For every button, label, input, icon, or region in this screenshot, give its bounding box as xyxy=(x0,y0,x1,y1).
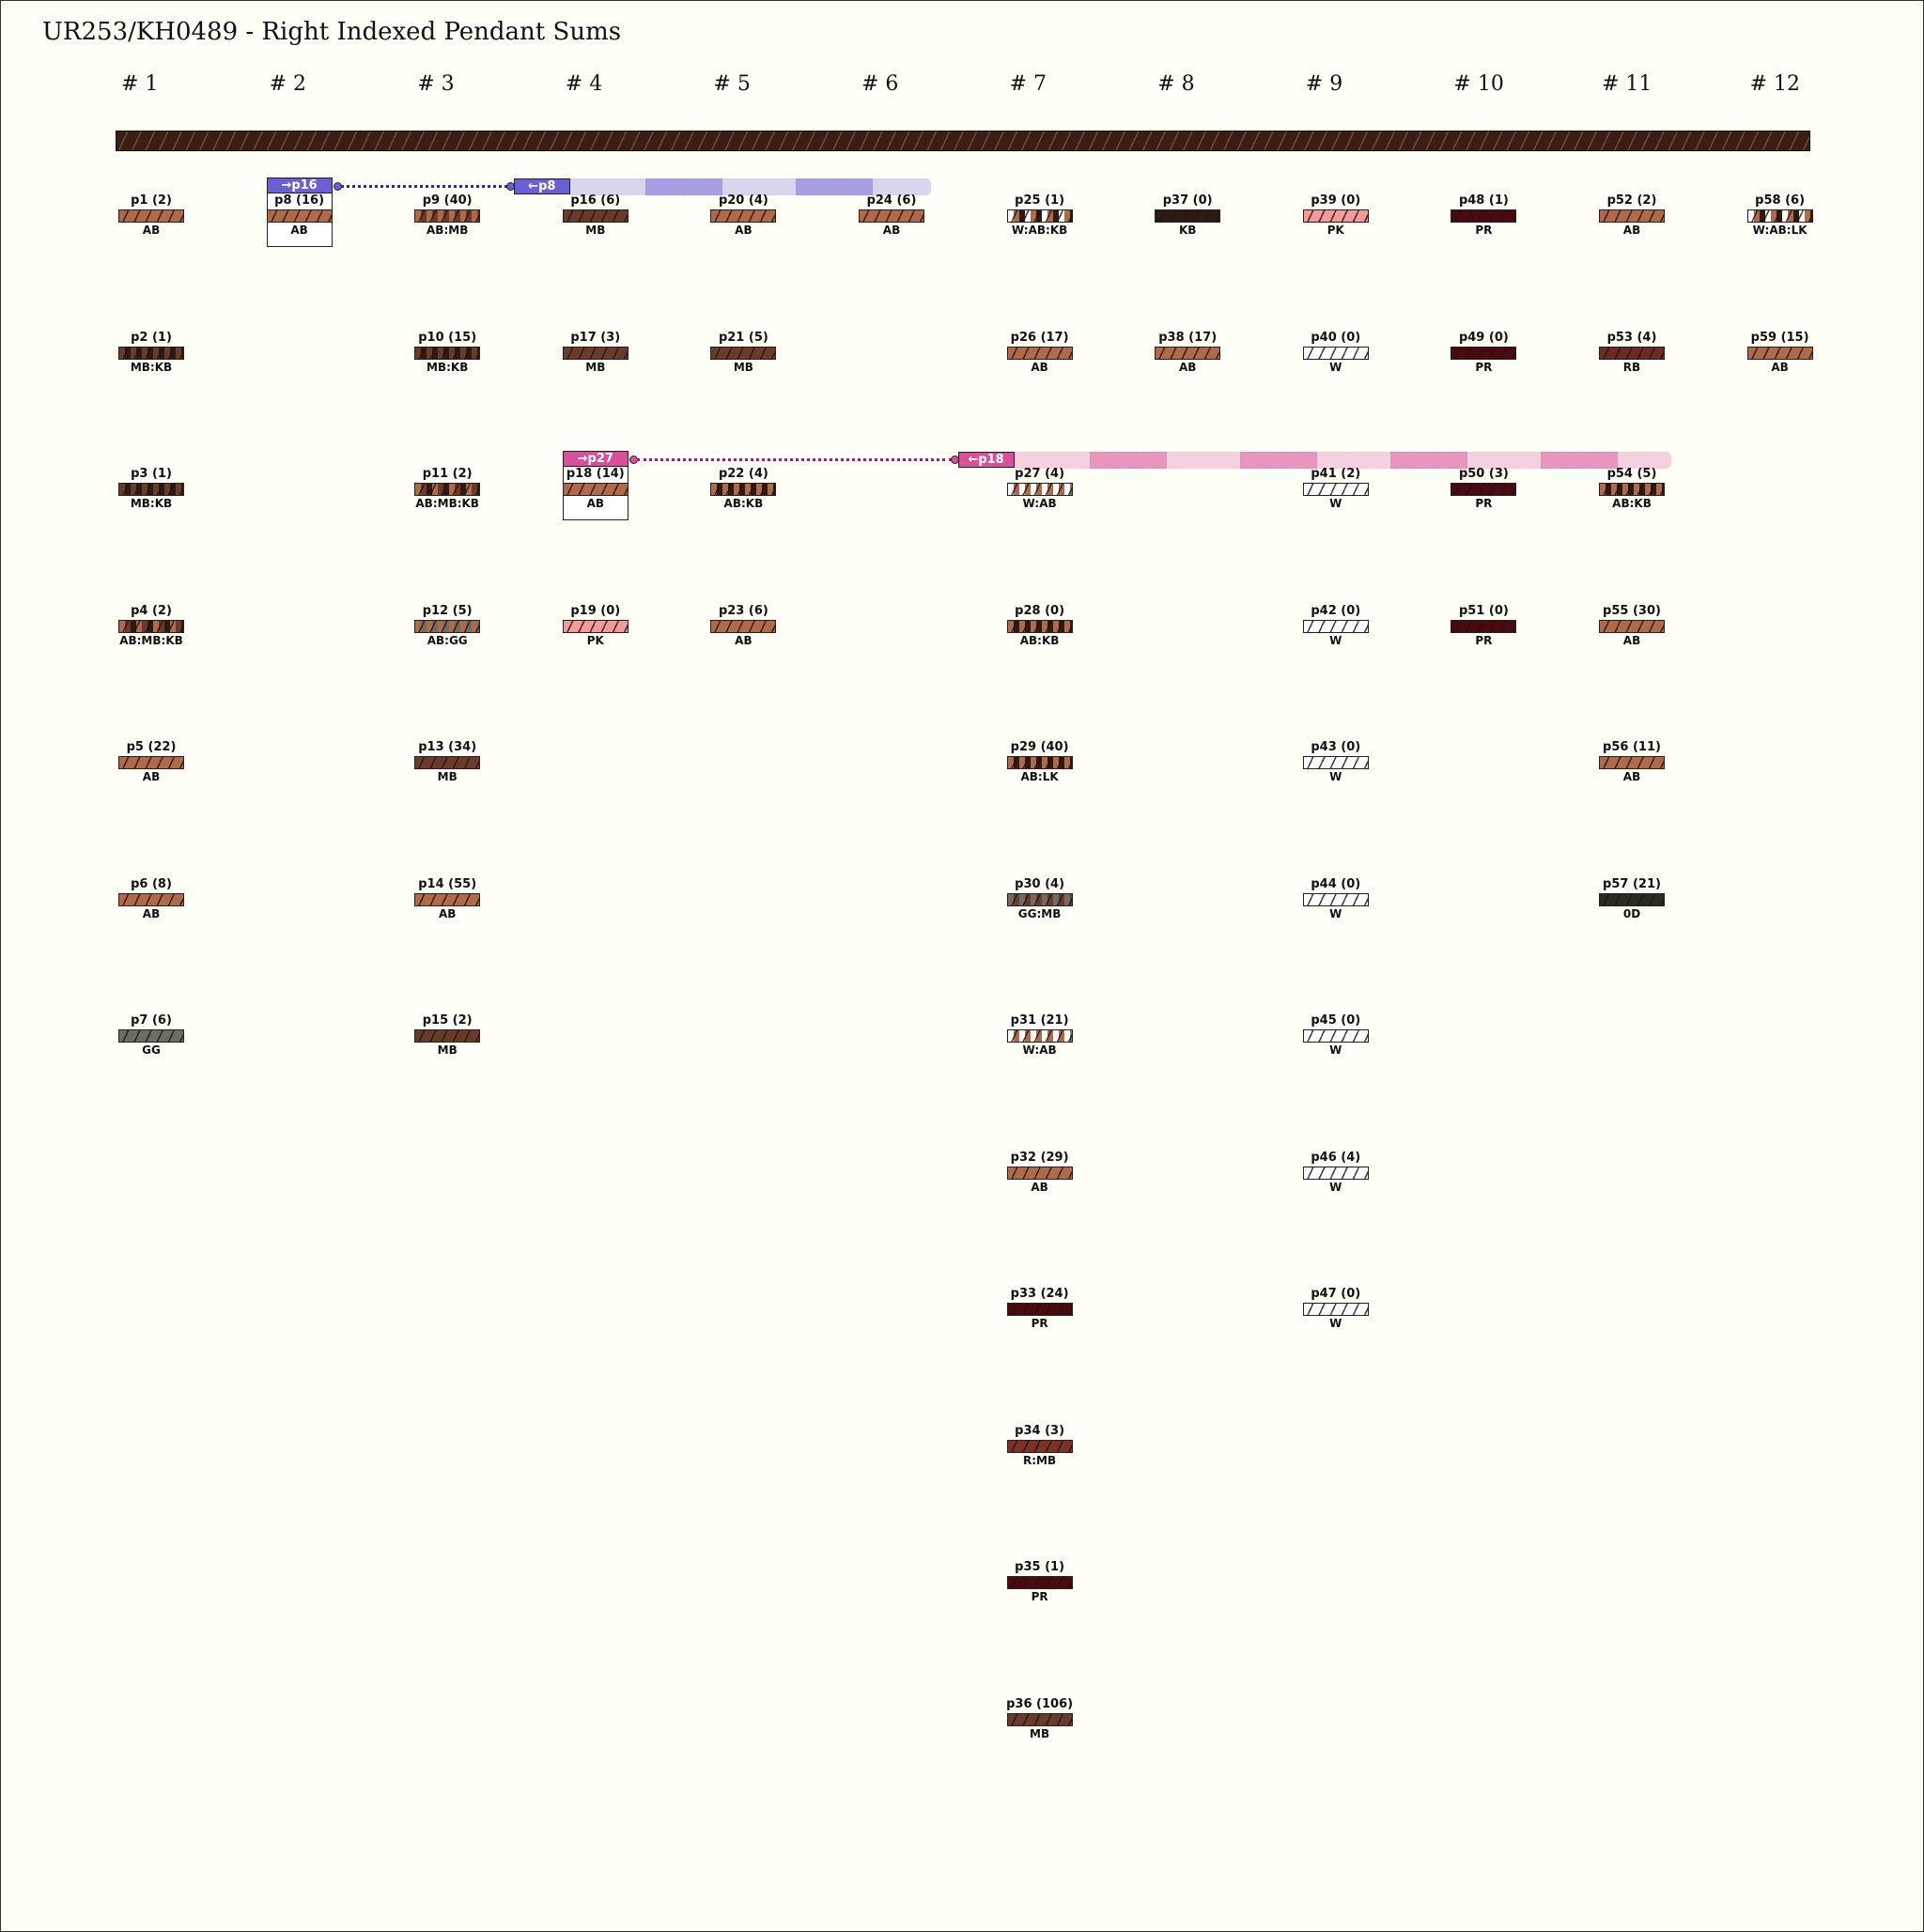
pendant-color-bar xyxy=(1303,483,1369,496)
pendant-label: p47 (0) xyxy=(1311,1287,1361,1301)
pendant-label: p46 (4) xyxy=(1311,1150,1361,1165)
pendant-color-bar xyxy=(1599,756,1665,769)
pendant-color-code: W xyxy=(1329,497,1342,510)
pendant-color-code: PR xyxy=(1475,633,1493,647)
group-header: # 11 xyxy=(1602,72,1652,96)
pendant[interactable] xyxy=(965,740,1115,796)
pendant-label: p39 (0) xyxy=(1311,193,1361,208)
pendant-color-bar xyxy=(414,347,480,360)
pendant-color-bar xyxy=(710,347,776,360)
pendant-label: p28 (0) xyxy=(1015,603,1065,618)
pendant[interactable] xyxy=(1261,604,1411,660)
link-connector xyxy=(341,185,507,188)
pendant-color-code: AB:MB xyxy=(427,224,469,237)
pendant[interactable] xyxy=(1261,740,1411,796)
pendant-color-bar xyxy=(118,756,184,769)
pendant-label: p16 (6) xyxy=(570,193,621,208)
pendant-label: p7 (6) xyxy=(131,1013,172,1028)
pendant-color-code: MB xyxy=(733,360,753,374)
pendant-label: p45 (0) xyxy=(1311,1013,1361,1028)
pendant-label: p3 (1) xyxy=(131,467,172,481)
pendant[interactable] xyxy=(1557,740,1707,796)
pendant-color-bar xyxy=(1303,1303,1369,1316)
pendant-label: p23 (6) xyxy=(718,603,768,618)
link-connector xyxy=(637,458,952,461)
pendant-color-code: AB xyxy=(142,906,161,920)
link-target-tag[interactable]: ←p8 xyxy=(514,178,570,194)
pendant[interactable] xyxy=(520,604,671,660)
pendant-color-code: W:AB:LK xyxy=(1752,224,1808,237)
pendant-color-bar xyxy=(563,347,628,360)
pendant-label: p54 (5) xyxy=(1606,467,1657,481)
pendant-color-code: AB:KB xyxy=(1019,633,1060,647)
page-title: UR253/KH0489 - Right Indexed Pendant Sums xyxy=(42,18,622,46)
pendant-color-bar xyxy=(563,209,628,223)
pendant[interactable] xyxy=(1112,331,1263,387)
pendant-color-bar xyxy=(1599,347,1665,360)
pendant-label: p13 (34) xyxy=(418,740,477,754)
pendant-label: p35 (1) xyxy=(1015,1560,1065,1574)
pendant-color-code: AB xyxy=(735,224,753,237)
pendant[interactable] xyxy=(1705,193,1855,250)
pendant-color-bar xyxy=(1451,347,1516,360)
pendant-color-bar xyxy=(414,1029,480,1043)
pendant-color-bar xyxy=(1599,893,1665,906)
pendant-color-code: PR xyxy=(1475,497,1493,510)
pendant-color-code: AB xyxy=(1622,633,1641,647)
group-header: # 6 xyxy=(861,72,899,96)
pendant-color-code: AB:MB:KB xyxy=(119,633,183,647)
pendant[interactable] xyxy=(76,1013,226,1070)
link-source-tag[interactable]: →p27 xyxy=(563,451,628,467)
pendant-color-code: RB xyxy=(1622,360,1641,374)
pendant-color-code: AB xyxy=(882,224,901,237)
pendant-color-bar xyxy=(118,347,184,360)
pendant[interactable] xyxy=(76,604,226,660)
pendant-color-code: AB xyxy=(1031,1180,1048,1194)
pendant[interactable] xyxy=(520,452,671,523)
pendant-label: p24 (6) xyxy=(866,193,917,208)
pendant-color-code: W xyxy=(1329,906,1342,920)
pendant-label: p17 (3) xyxy=(570,330,621,345)
pendant-color-bar xyxy=(1451,209,1516,223)
pendant-color-code: AB:KB xyxy=(723,497,764,510)
pendant[interactable] xyxy=(965,877,1115,934)
pendant-label: p8 (16) xyxy=(274,193,325,208)
pendant[interactable] xyxy=(965,1151,1115,1207)
pendant[interactable] xyxy=(1408,193,1559,250)
pendant-color-bar xyxy=(1599,209,1665,223)
pendant-color-code: PK xyxy=(586,633,604,647)
pendant[interactable] xyxy=(225,178,375,250)
pendant-label: p19 (0) xyxy=(570,603,621,618)
pendant-color-code: W:AB xyxy=(1022,497,1057,510)
pendant-color-code: W xyxy=(1329,633,1342,647)
pendant[interactable] xyxy=(965,331,1115,387)
pendant-color-bar xyxy=(1303,1167,1369,1180)
pendant[interactable] xyxy=(76,331,226,387)
group-header: # 3 xyxy=(417,72,455,96)
pendant-color-code: AB:LK xyxy=(1020,770,1059,783)
pendant[interactable] xyxy=(816,193,967,250)
pendant-label: p18 (14) xyxy=(566,467,625,481)
pendant-color-bar xyxy=(1007,209,1073,223)
pendant-color-code: GG:MB xyxy=(1017,906,1062,920)
pendant-color-code: AB xyxy=(1771,360,1789,374)
pendant-color-bar xyxy=(414,756,480,769)
group-header: # 4 xyxy=(565,72,603,96)
pendant-color-bar xyxy=(1451,620,1516,633)
pendant-color-bar xyxy=(1747,209,1813,223)
pendant-color-code: W xyxy=(1329,360,1342,374)
pendant-label: p31 (21) xyxy=(1010,1013,1069,1028)
pendant[interactable] xyxy=(1261,1151,1411,1207)
pendant-label: p4 (2) xyxy=(131,603,172,618)
pendant-color-bar xyxy=(1007,756,1073,769)
pendant-color-code: MB xyxy=(585,224,606,237)
pendant-color-bar xyxy=(1007,1713,1073,1726)
pendant-label: p50 (3) xyxy=(1458,467,1509,481)
pendant-color-bar xyxy=(1007,620,1073,633)
pendant-label: p26 (17) xyxy=(1010,330,1069,345)
pendant-color-code: AB xyxy=(1622,224,1641,237)
pendant[interactable] xyxy=(520,331,671,387)
pendant-color-bar xyxy=(1303,1029,1369,1043)
pendant-label: p42 (0) xyxy=(1311,603,1361,618)
pendant-color-code: MB:KB xyxy=(130,360,173,374)
pendant-label: p38 (17) xyxy=(1158,330,1218,345)
pendant-color-code: AB xyxy=(586,497,605,510)
pendant-label: p58 (6) xyxy=(1755,193,1806,208)
pendant-label: p30 (4) xyxy=(1015,876,1065,891)
pendant-color-code: AB xyxy=(290,224,308,237)
pendant[interactable] xyxy=(372,740,522,796)
pendant[interactable] xyxy=(76,740,226,796)
pendant-label: p11 (2) xyxy=(422,467,473,481)
pendant-label: p29 (40) xyxy=(1010,740,1069,754)
pendant-color-code: MB:KB xyxy=(130,497,173,510)
group-header: # 7 xyxy=(1009,72,1047,96)
pendant-label: p59 (15) xyxy=(1750,330,1809,345)
pendant[interactable] xyxy=(668,604,818,660)
pendant-color-bar xyxy=(710,620,776,633)
pendant-label: p6 (8) xyxy=(131,876,172,891)
pendant-color-code: W:AB xyxy=(1022,1043,1057,1057)
pendant-label: p14 (55) xyxy=(418,876,477,891)
pendant-color-code: MB xyxy=(437,770,458,783)
pendant-color-bar xyxy=(1007,1029,1073,1043)
pendant-color-code: W xyxy=(1329,1317,1342,1330)
pendant-label: p22 (4) xyxy=(718,467,768,481)
pendant-color-code: W xyxy=(1329,770,1342,783)
pendant[interactable] xyxy=(1557,604,1707,660)
pendant-color-code: AB:KB xyxy=(1612,497,1652,510)
pendant-label: p37 (0) xyxy=(1162,193,1213,208)
pendant[interactable] xyxy=(76,193,226,250)
pendant[interactable] xyxy=(965,604,1115,660)
pendant[interactable] xyxy=(372,331,522,387)
pendant-color-code: R:MB xyxy=(1023,1453,1057,1467)
pendant[interactable] xyxy=(965,1424,1115,1480)
pendant-color-bar xyxy=(118,620,184,633)
pendant-color-bar xyxy=(1451,483,1516,496)
pendant[interactable] xyxy=(372,604,522,660)
pendant-color-bar xyxy=(1007,1167,1073,1180)
pendant-label: p44 (0) xyxy=(1311,876,1361,891)
pendant-label: p33 (24) xyxy=(1010,1287,1069,1301)
pendant-label: p25 (1) xyxy=(1015,193,1065,208)
pendant-color-bar xyxy=(1007,1440,1073,1453)
pendant-label: p20 (4) xyxy=(718,193,768,208)
pendant-color-bar xyxy=(1303,620,1369,633)
pendant-color-code: AB:MB:KB xyxy=(415,497,479,510)
pendant-color-code: AB xyxy=(438,906,457,920)
pendant-label: p2 (1) xyxy=(131,330,172,345)
pendant-label: p1 (2) xyxy=(131,193,172,208)
pendant-color-code: GG xyxy=(142,1043,161,1057)
group-header: # 9 xyxy=(1305,72,1343,96)
pendant[interactable] xyxy=(1408,331,1559,387)
pendant-color-bar xyxy=(1155,209,1220,223)
pendant-label: p41 (2) xyxy=(1311,467,1361,481)
pendant-color-bar xyxy=(1599,483,1665,496)
pendant-color-code: AB:GG xyxy=(427,633,468,647)
pendant-color-bar xyxy=(710,209,776,223)
pendant[interactable] xyxy=(668,331,818,387)
pendant[interactable] xyxy=(1112,193,1263,250)
pendant-color-code: PR xyxy=(1475,224,1493,237)
pendant-color-code: W xyxy=(1329,1180,1342,1194)
pendant[interactable] xyxy=(1261,877,1411,934)
pendant-color-bar xyxy=(414,893,480,906)
pendant-color-bar xyxy=(1303,893,1369,906)
pendant[interactable] xyxy=(1408,604,1559,660)
pendant-label: p15 (2) xyxy=(422,1013,473,1028)
pendant-label: p51 (0) xyxy=(1458,603,1509,618)
pendant-color-code: AB xyxy=(1622,770,1641,783)
group-header: # 12 xyxy=(1749,72,1801,96)
pendant[interactable] xyxy=(1261,331,1411,387)
pendant-label: p10 (15) xyxy=(418,330,477,345)
pendant-color-code: KB xyxy=(1178,224,1197,237)
pendant[interactable] xyxy=(668,193,818,250)
pendant-label: p57 (21) xyxy=(1603,876,1661,891)
pendant[interactable] xyxy=(1408,467,1559,523)
pendant[interactable] xyxy=(965,193,1115,250)
group-header: # 10 xyxy=(1453,72,1504,96)
pendant-color-bar xyxy=(1303,347,1369,360)
group-header: # 1 xyxy=(121,72,159,96)
pendant[interactable] xyxy=(1557,467,1707,523)
pendant-color-bar xyxy=(1155,347,1220,360)
pendant-color-bar xyxy=(1007,1576,1073,1589)
pendant-label: p32 (29) xyxy=(1010,1150,1069,1165)
pendant[interactable] xyxy=(1261,1287,1411,1343)
pendant-label: p12 (5) xyxy=(422,603,473,618)
pendant-color-code: MB xyxy=(437,1043,458,1057)
pendant-color-code: MB xyxy=(1030,1726,1050,1740)
pendant[interactable] xyxy=(372,193,522,250)
pendant-color-bar xyxy=(1303,209,1369,223)
pendant-color-bar xyxy=(1599,620,1665,633)
pendant-color-bar xyxy=(118,893,184,906)
pendant-color-bar xyxy=(563,620,628,633)
pendant-label: p52 (2) xyxy=(1606,193,1657,208)
pendant-color-code: AB xyxy=(1178,360,1197,374)
pendant-color-bar xyxy=(1747,347,1813,360)
pendant[interactable] xyxy=(520,193,671,250)
pendant-color-code: AB xyxy=(1031,360,1048,374)
pendant[interactable] xyxy=(372,1013,522,1070)
pendant-color-code: MB:KB xyxy=(427,360,469,374)
pendant-label: p9 (40) xyxy=(422,193,473,208)
pendant-color-bar xyxy=(118,1029,184,1043)
pendant-color-code: 0D xyxy=(1622,906,1641,920)
pendant-color-code: PR xyxy=(1475,360,1493,374)
pendant[interactable] xyxy=(76,467,226,523)
pendant-color-code: AB xyxy=(735,633,753,647)
pendant-label: p56 (11) xyxy=(1603,740,1661,754)
pendant-color-bar xyxy=(1007,347,1073,360)
group-header: # 2 xyxy=(269,72,307,96)
pendant[interactable] xyxy=(965,1013,1115,1070)
pendant[interactable] xyxy=(668,467,818,523)
pendant-label: p43 (0) xyxy=(1311,740,1361,754)
pendant-color-bar xyxy=(1007,893,1073,906)
pendant-label: p48 (1) xyxy=(1458,193,1509,208)
pendant[interactable] xyxy=(372,467,522,523)
pendant-label: p21 (5) xyxy=(718,330,768,345)
pendant[interactable] xyxy=(965,1287,1115,1343)
pendant[interactable] xyxy=(1261,193,1411,250)
pendant-color-bar xyxy=(563,483,628,496)
pendant[interactable] xyxy=(1557,331,1707,387)
pendant-color-bar xyxy=(118,209,184,223)
pendant-color-code: W xyxy=(1329,1043,1342,1057)
pendant[interactable] xyxy=(1261,467,1411,523)
pendant-color-code: AB xyxy=(142,224,161,237)
group-header: # 8 xyxy=(1157,72,1195,96)
pendant-label: p53 (4) xyxy=(1606,330,1657,345)
pendant-color-code: PR xyxy=(1031,1317,1048,1330)
pendant-color-bar xyxy=(414,483,480,496)
pendant-color-bar xyxy=(710,483,776,496)
pendant[interactable] xyxy=(965,1697,1115,1754)
pendant-color-code: PR xyxy=(1031,1590,1048,1603)
pendant-label: p34 (3) xyxy=(1015,1423,1065,1438)
pendant-label: p40 (0) xyxy=(1311,330,1361,345)
pendant-label: p27 (4) xyxy=(1015,467,1065,481)
pendant-label: p36 (106) xyxy=(1006,1696,1074,1711)
group-header: # 5 xyxy=(713,72,751,96)
pendant-label: p55 (30) xyxy=(1603,603,1661,618)
link-source-tag[interactable]: →p16 xyxy=(267,178,333,193)
pendant-color-code: AB xyxy=(142,770,161,783)
pendant-color-bar xyxy=(267,209,333,223)
link-target-tag[interactable]: ←p18 xyxy=(958,452,1015,468)
pendant[interactable] xyxy=(965,467,1115,523)
pendant-color-code: PK xyxy=(1327,224,1344,237)
pendant-color-bar xyxy=(414,620,480,633)
pendant-color-code: MB xyxy=(585,360,606,374)
pendant-color-bar xyxy=(1007,483,1073,496)
pendant[interactable] xyxy=(965,1560,1115,1616)
pendant-color-code: W:AB:KB xyxy=(1011,224,1068,237)
pendant-color-bar xyxy=(859,209,924,223)
pendant-label: p49 (0) xyxy=(1458,330,1509,345)
pendant[interactable] xyxy=(1261,1013,1411,1070)
pendant[interactable] xyxy=(1557,877,1707,934)
pendant[interactable] xyxy=(1705,331,1855,387)
pendant[interactable] xyxy=(1557,193,1707,250)
pendant-color-bar xyxy=(118,483,184,496)
pendant[interactable] xyxy=(76,877,226,934)
pendant-color-bar xyxy=(414,209,480,223)
pendant-label: p5 (22) xyxy=(126,740,177,754)
pendant-color-bar xyxy=(1007,1303,1073,1316)
pendant-color-bar xyxy=(1303,756,1369,769)
primary-cord xyxy=(116,131,1810,151)
pendant[interactable] xyxy=(372,877,522,934)
